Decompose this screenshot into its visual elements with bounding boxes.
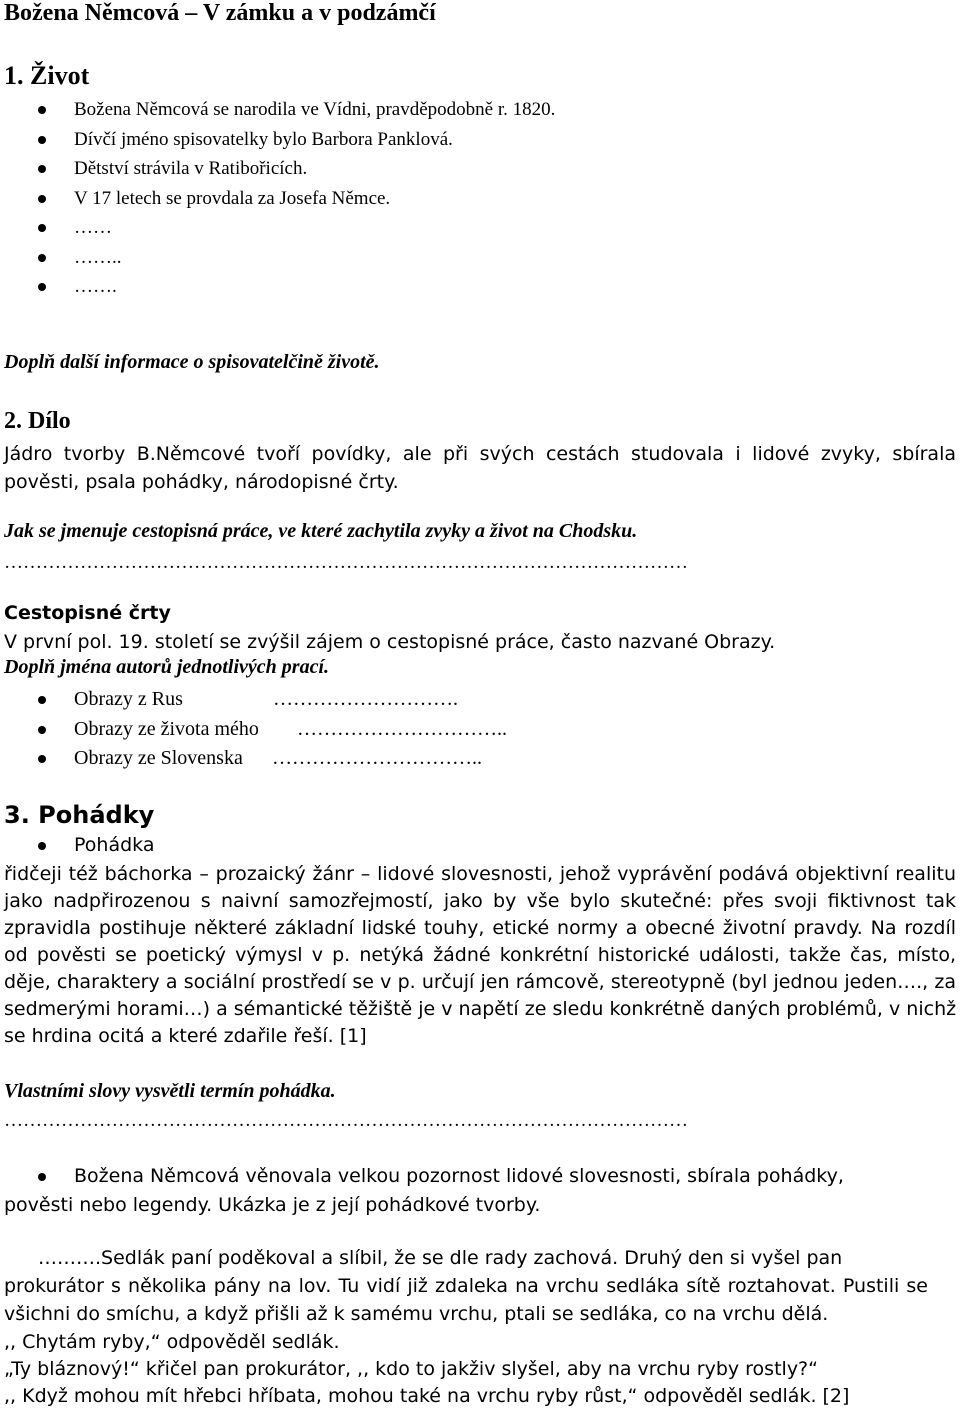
list-item: Božena Němcová věnovala velkou pozornost lidové slovesnosti, sbírala pohádky,	[0, 1162, 844, 1192]
section-heading-zivot: 1. Život	[4, 61, 90, 90]
task-define-fairytale: Vlastními slovy vysvětli termín pohádka.	[4, 1080, 336, 1102]
fairytale-list	[0, 831, 154, 861]
bullet-icon	[38, 254, 46, 262]
excerpt-line: „Ty bláznový!“ křičel pan prokurátor, ,, kdo to jakživ slyšel, aby na vrchu ryby rostly?“	[4, 1358, 818, 1380]
definition-line: od pověsti se poetický výmysl v p. netýká žádné konkrétní historické události, takže čas, místo,	[4, 944, 956, 966]
bullet-icon	[38, 726, 46, 734]
definition-line: děje, charaktery a sociální prostředí se v p. určují jen rámcově, stereotypně (byl jednou jeden…., za	[4, 971, 956, 993]
bullet-icon	[38, 842, 46, 850]
list-item: Obrazy z Rus ……………………….	[0, 685, 259, 715]
list-item: Obrazy ze života mého …………………………..	[0, 715, 259, 745]
collector-list	[0, 1162, 844, 1192]
definition-line: jako nadpřirozenou s naivní samozřejmostí, jako by vše bylo skutečné: přes svoji fiktivnost tak	[4, 890, 956, 912]
task-authors: Doplň jména autorů jednotlivých prací.	[4, 656, 330, 678]
definition-line: řidčeji též báchorka – prozaický žánr – lidové slovesnosti, jehož vyprávění podává objektivní realitu	[4, 863, 956, 885]
list-item: Dětství strávila v Ratibořicích.	[0, 154, 555, 184]
bullet-icon	[38, 696, 46, 704]
travel-works-list	[0, 685, 507, 774]
bullet-icon	[38, 283, 46, 291]
section-heading-dilo: 2. Dílo	[4, 408, 71, 434]
excerpt-line: ,, Když mohou mít hřebci hříbata, mohou také na vrchu ryby růst,“ odpověděl sedlák. [2]	[4, 1385, 850, 1407]
bullet-icon	[38, 1173, 46, 1181]
list-item: Pohádka	[0, 831, 154, 861]
page-title: Božena Němcová – V zámku a v podzámčí	[4, 0, 436, 26]
bullet-icon	[38, 224, 46, 232]
bullet-icon	[38, 165, 46, 173]
life-facts-list	[0, 95, 555, 302]
blank-answer: …………………………..	[272, 747, 482, 769]
definition-line: sedmerými horami…) a sémantické těžiště je v napětí ze sledu konkrétně daných problémů, v nichž	[4, 998, 957, 1020]
answer-line: ………………………………………………………………………………………………	[4, 1110, 688, 1131]
blank-answer: ……………………….	[273, 688, 458, 710]
work-text-line-1: Jádro tvorby B.Němcové tvoří povídky, ale při svých cestách studovala i lidové zvyky, sbírala	[4, 443, 956, 465]
subheading-cestopisne-crty: Cestopisné črty	[4, 602, 171, 624]
bullet-icon	[38, 106, 46, 114]
blank-answer: …………………………..	[297, 717, 507, 740]
list-item-blank: ……	[0, 213, 555, 243]
work-text-line-2: pověsti, psala pohádky, národopisné črty.	[4, 471, 399, 493]
list-item: Dívčí jméno spisovatelky bylo Barbora Panklová.	[0, 125, 555, 155]
excerpt-line: ,, Chytám ryby,“ odpověděl sedlák.	[4, 1331, 340, 1353]
section-heading-pohadky: 3. Pohádky	[4, 801, 155, 829]
task-life: Doplň další informace o spisovatelčině životě.	[4, 351, 380, 373]
list-item-blank: ……..	[0, 243, 555, 273]
definition-line: se hrdina ocitá a které zdařile řeší. [1]	[4, 1025, 367, 1047]
task-chodsko: Jak se jmenuje cestopisná práce, ve které zachytila zvyky a život na Chodsku.	[4, 520, 638, 542]
excerpt-line: ……….Sedlák paní poděkoval a slíbil, že se dle rady zachová. Druhý den si vyšel pan	[38, 1247, 843, 1269]
answer-line: ………………………………………………………………………………………………	[4, 552, 688, 573]
collector-text-cont: pověsti nebo legendy. Ukázka je z její pohádkové tvorby.	[4, 1194, 541, 1216]
bullet-icon	[38, 136, 46, 144]
list-item: Božena Němcová se narodila ve Vídni, pravděpodobně r. 1820.	[0, 95, 555, 125]
bullet-icon	[38, 755, 46, 763]
list-item: Obrazy ze Slovenska …………………………..	[0, 744, 259, 774]
definition-line: zpravidla postihuje některé základní lidské touhy, etické normy a obecné životní pravdy. Na rozdíl	[4, 917, 956, 939]
bullet-icon	[38, 195, 46, 203]
travel-writing-intro: V první pol. 19. století se zvýšil zájem o cestopisné práce, často nazvané Obrazy.	[4, 631, 776, 653]
list-item: V 17 letech se provdala za Josefa Němce.	[0, 184, 555, 214]
excerpt-line: prokurátor s několika pány na lov. Tu vidí již zdaleka na vrchu sedláka sítě roztahovat. Pustili se	[4, 1275, 928, 1297]
list-item-blank: …….	[0, 272, 555, 302]
excerpt-line: všichni do smíchu, a když přišli až k samému vrchu, ptali se sedláka, co na vrchu dělá.	[4, 1303, 829, 1325]
